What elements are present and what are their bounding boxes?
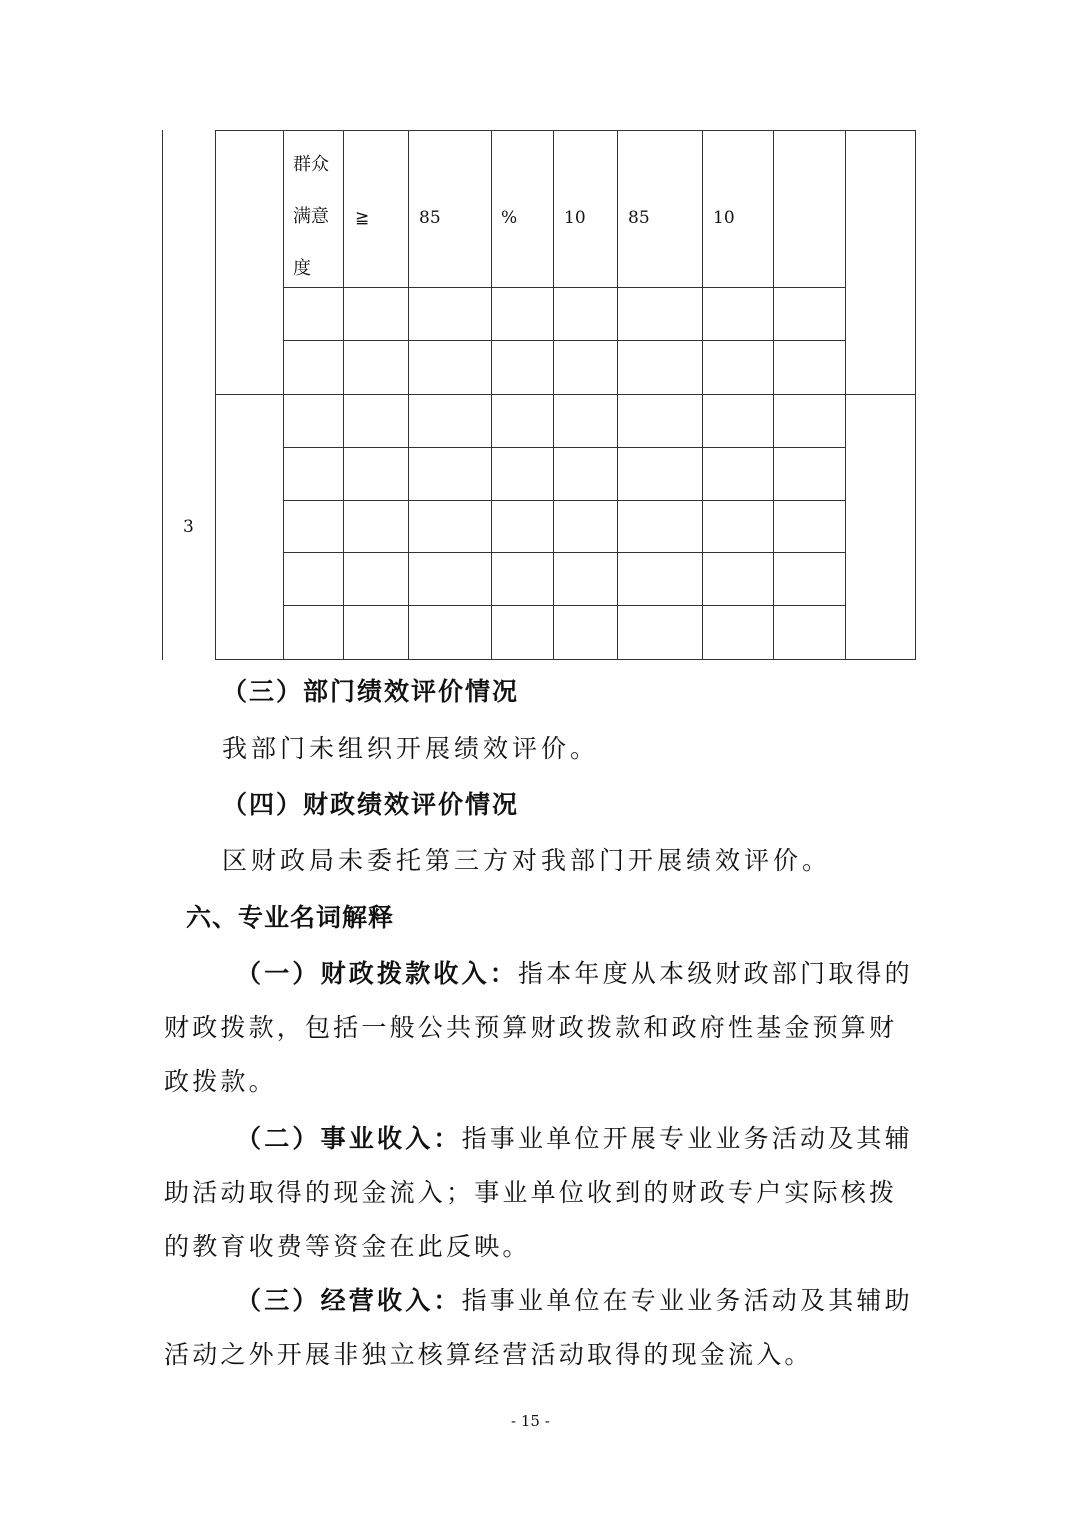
glossary-definition: 指本年度从本级财政部门取得的财政拨款，包括一般公共预算财政拨款和政府性基金预算财政拨款。 (164, 959, 913, 1096)
table-row-line (283, 500, 845, 501)
table-row-line (283, 340, 845, 341)
table-outer-right-border (915, 130, 916, 660)
glossary-heading: 六、专业名词解释 (186, 903, 395, 932)
indicator-name-line: 度 (293, 258, 311, 279)
table-row-line (283, 552, 845, 553)
table-col-line (408, 130, 409, 660)
table-row-line (283, 287, 845, 288)
indicator-operator: ≧ (355, 208, 370, 228)
fin-eval-text: 区财政局未委托第三方对我部门开展绩效评价。 (222, 846, 832, 875)
table-top-border (215, 130, 915, 131)
glossary-item (164, 1112, 916, 1274)
glossary-definition: 指事业单位开展专业业务活动及其辅助活动取得的现金流入；事业单位收到的财政专户实际核拨的教育收费等资金在此反映。 (164, 1124, 913, 1261)
dept-eval-text: 我部门未组织开展绩效评价。 (222, 734, 600, 763)
glossary-term: （一）财政拨款收入： (236, 959, 519, 988)
table-col-line (343, 130, 344, 660)
table-col-line (773, 130, 774, 660)
glossary-term: （三）经营收入： (236, 1286, 462, 1315)
score: 10 (713, 208, 735, 228)
row-number: 3 (183, 517, 194, 537)
glossary-definition: 指事业单位在专业业务活动及其辅助活动之外开展非独立核算经营活动取得的现金流入。 (164, 1286, 913, 1369)
dept-eval-heading: （三）部门绩效评价情况 (222, 677, 520, 706)
table-col-line (553, 130, 554, 660)
table-col-line (617, 130, 618, 660)
table-col-line (491, 130, 492, 660)
glossary-term: （二）事业收入： (236, 1124, 462, 1153)
weight: 10 (564, 208, 586, 228)
table-col-line (845, 130, 846, 660)
indicator-name-line: 满意 (293, 206, 329, 227)
glossary-item (164, 1274, 916, 1382)
performance-table (0, 0, 1075, 662)
page-number: - 15 - (511, 1412, 550, 1430)
actual-value: 85 (628, 208, 650, 228)
table-outer-left-border (162, 130, 163, 660)
fin-eval-heading: （四）财政绩效评价情况 (222, 790, 520, 819)
indicator-name-line: 群众 (293, 154, 329, 175)
glossary-item (164, 947, 916, 1109)
table-group-line (215, 394, 915, 395)
unit: % (501, 208, 518, 228)
table-col-line (702, 130, 703, 660)
table-row-line (283, 605, 845, 606)
table-col-line (215, 130, 216, 660)
table-col-line (283, 130, 284, 660)
target-value: 85 (419, 208, 441, 228)
table-bottom-border (215, 659, 915, 660)
indicator-name (293, 139, 343, 295)
table-row-line (283, 447, 845, 448)
